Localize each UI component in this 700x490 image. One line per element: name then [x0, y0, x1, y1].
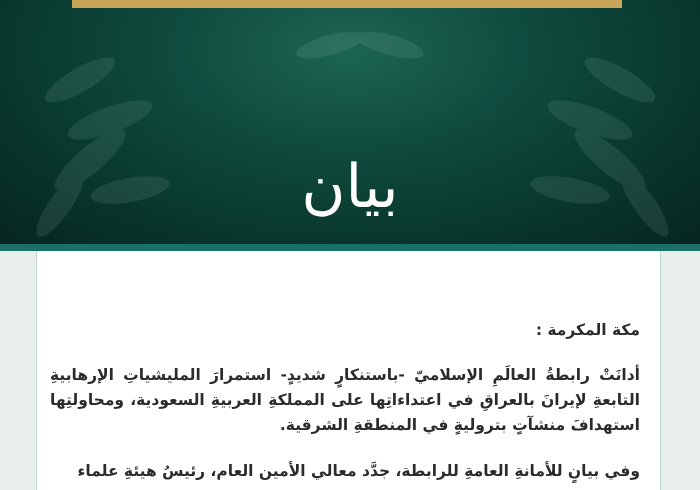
- teal-divider: [0, 244, 700, 251]
- statement-title: بيان: [301, 152, 399, 222]
- leaf-top-center-icon: [290, 15, 430, 75]
- header-banner: [0, 0, 700, 244]
- statement-paragraph-1: أدانَتْ رابطةُ العالَمِ الإسلاميّ -باستنكارٍ شديدٍ- استمرارَ المليشياتِ الإرهابيةِ التابعةِ لإيرانَ بالعراقِ في اعتداءاتِها على المملكةِ العربيةِ السعودية، ومحاولتِها استهدافَ منشآتٍ بتروليةٍ في المنطقةِ الشرقية.: [50, 366, 640, 434]
- gold-accent-bar: [72, 0, 622, 8]
- statement-page: [36, 251, 661, 490]
- statement-paragraph-2: وفي بيانٍ للأمانةِ العامةِ للرابطة، جدَّد معالي الأمين العام، رئيسُ هيئةِ علماء: [77, 462, 640, 480]
- statement-location: مكة المكرمة :: [535, 321, 640, 339]
